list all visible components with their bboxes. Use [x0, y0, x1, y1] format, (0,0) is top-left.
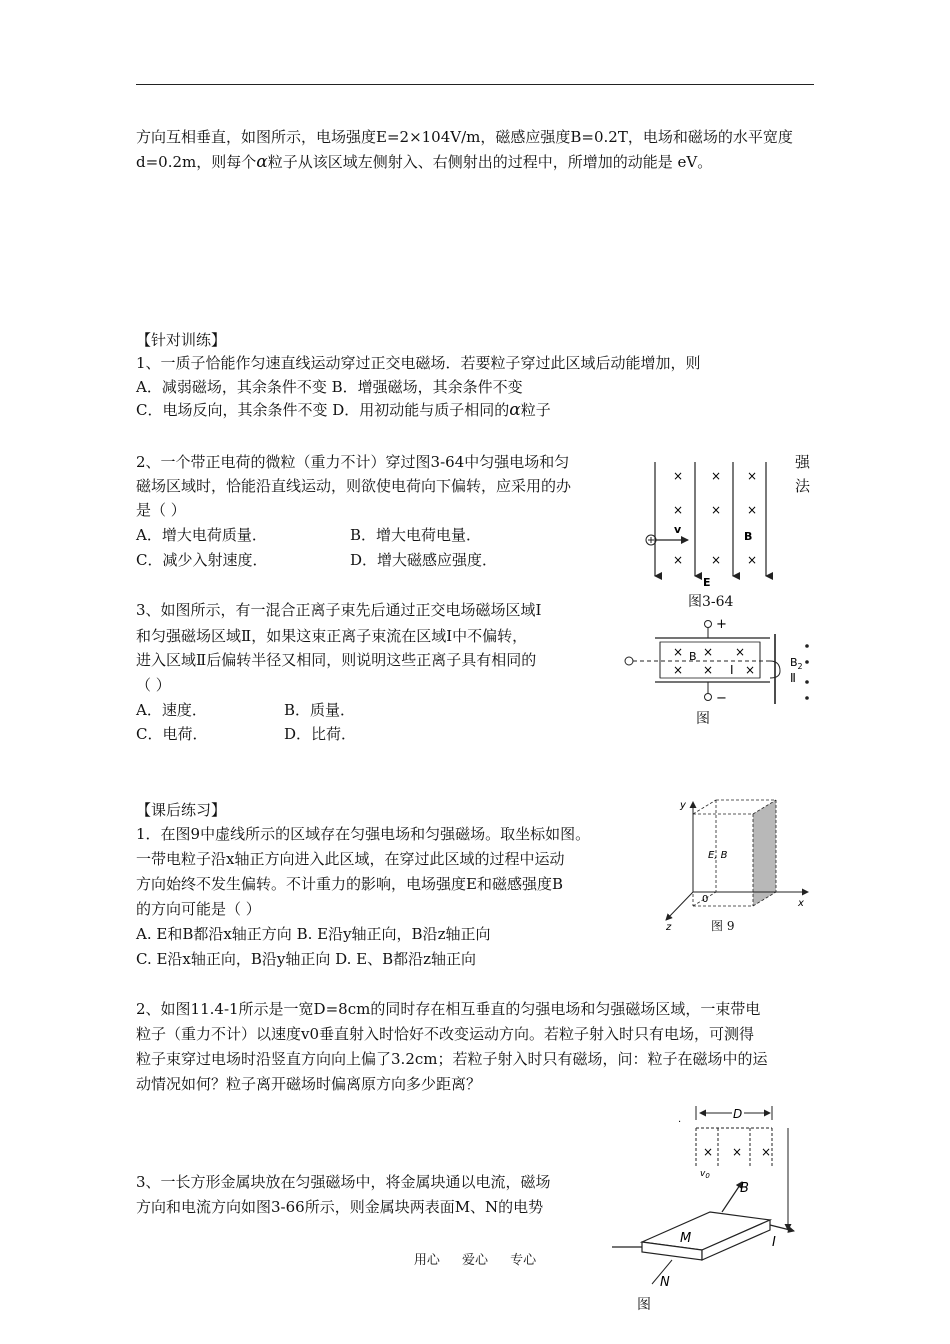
figure-3-66	[612, 1100, 812, 1300]
training-q3-option-a: A．速度．	[136, 701, 207, 719]
current-arrow	[770, 1225, 794, 1231]
training-q3-line-1: 3、如图所示，有一混合正离子束先后通过正交电场磁场区域Ⅰ	[136, 601, 542, 619]
intro-line-1: 方向互相垂直，如图所示，电场强度E=2×104V/m，磁感应强度B=0.2T，电场和磁场的水平宽度	[136, 128, 793, 146]
training-q2-line-2: 磁场区域时，恰能沿直线运动，则欲使电荷向下偏转，应采用的办	[136, 477, 572, 495]
training-q1-options-ab: A．减弱磁场，其余条件不变 B．增强磁场，其余条件不变	[136, 378, 523, 396]
training-q1-stem: 1、一质子恰能作匀速直线运动穿过正交电磁场．若要粒子穿过此区域后动能增加，则	[136, 354, 701, 372]
training-q2-line-1-tail: 强	[795, 453, 811, 471]
training-q2-option-b: B．增大电荷电量．	[350, 526, 482, 544]
alpha-symbol: α	[256, 152, 268, 172]
training-q2-option-c: C．减少入射速度．	[136, 551, 268, 569]
v0-label: $v_0$	[700, 1169, 710, 1180]
electric-field-label: E	[703, 576, 711, 588]
i-label: I	[772, 1235, 776, 1250]
cross-mark: ×	[703, 663, 714, 677]
training-q1-options-cd: C．电场反向，其余条件不变 D．用初动能与质子相同的α粒子	[136, 400, 551, 420]
cross-mark: ×	[711, 553, 722, 567]
cross-mark: ×	[761, 1145, 772, 1159]
cross-mark: ×	[673, 503, 684, 517]
homework-q2-line-1: 2、如图11.4-1所示是一宽D=8cm的同时存在相互垂直的匀强电场和匀强磁场区域，一束带电	[136, 1000, 761, 1018]
y-axis-label: y	[680, 800, 686, 811]
ion-source	[625, 657, 633, 665]
figure-ion-beam	[620, 616, 815, 708]
alpha-symbol: α	[509, 400, 521, 420]
figure-3-64	[640, 458, 775, 588]
cross-mark: ×	[673, 645, 684, 659]
training-q2-line-3: 是（ ）	[136, 501, 186, 519]
intro-line-2: d=0.2m，则每个α粒子从该区域左侧射入、右侧射出的过程中，所增加的动能是 eV。	[136, 152, 713, 172]
cross-mark: ×	[747, 553, 758, 567]
cross-mark: ×	[747, 469, 758, 483]
training-q3-option-b: B．质量．	[284, 701, 356, 719]
training-q3-option-c: C．电荷．	[136, 725, 208, 743]
region-2-label: Ⅱ	[790, 671, 796, 685]
cross-mark: ×	[735, 645, 746, 659]
header-rule	[136, 84, 814, 85]
homework-q1-line-3: 方向始终不发生偏转。不计重力的影响，电场强度E和磁感强度B	[136, 875, 563, 893]
training-q2-line-1: 2、一个带正电荷的微粒（重力不计）穿过图3-64中匀强电场和匀	[136, 453, 570, 471]
exit-face	[753, 800, 776, 906]
b2-label: $B_2$	[790, 656, 803, 671]
training-q3-option-d: D．比荷．	[284, 725, 357, 743]
field-label: E, B	[708, 850, 728, 861]
cross-mark: ×	[703, 645, 714, 659]
homework-q2-line-2: 粒子（重力不计）以速度v0垂直射入时恰好不改变运动方向。若粒子射入时只有电场，可测得	[136, 1025, 755, 1043]
m-label: M	[680, 1231, 692, 1246]
homework-heading: 【课后练习】	[136, 801, 227, 819]
homework-q1-line-2: 一带电粒子沿x轴正方向进入此区域，在穿过此区域的过程中运动	[136, 850, 565, 868]
cross-mark: ×	[711, 469, 722, 483]
dot-mark: .	[678, 1114, 682, 1125]
velocity-label: v	[674, 523, 682, 536]
training-q2-line-2-tail: 法	[795, 477, 811, 495]
training-heading: 【针对训练】	[136, 331, 227, 349]
training-q3-line-2: 和匀强磁场区域Ⅱ，如果这束正离子束流在区域Ⅰ中不偏转，	[136, 627, 528, 645]
origin-label: 0	[702, 894, 709, 905]
cross-mark: ×	[747, 503, 758, 517]
magnetic-field-label: B	[744, 530, 753, 543]
training-q2-option-d: D．增大磁感应强度．	[350, 551, 498, 569]
cross-mark: ×	[673, 553, 684, 567]
cross-mark: ×	[673, 469, 684, 483]
homework-q1-options-cd: C. E沿x轴正向，B沿y轴正向 D. E、B都沿z轴正向	[136, 950, 477, 968]
figure-9	[658, 796, 818, 934]
terminal-positive	[705, 621, 712, 628]
x-axis-label: x	[798, 898, 804, 909]
training-q2-option-a: A．增大电荷质量．	[136, 526, 267, 544]
width-label: D	[733, 1107, 743, 1121]
homework-q3-line-2: 方向和电流方向如图3-66所示，则金属块两表面M、N的电势	[136, 1198, 544, 1216]
page-footer: 用心 爱心 专心	[413, 1253, 537, 1268]
z-axis-label: z	[666, 922, 672, 933]
z-axis	[666, 892, 693, 920]
homework-q3-line-1: 3、一长方形金属块放在匀强磁场中，将金属块通以电流，磁场	[136, 1173, 551, 1191]
homework-q1-line-1: 1．在图9中虚线所示的区域存在匀强电场和匀强磁场。取坐标如图。	[136, 825, 591, 843]
homework-q1-line-4: 的方向可能是（ ）	[136, 900, 261, 918]
cross-mark: ×	[711, 503, 722, 517]
cross-mark: ×	[673, 663, 684, 677]
homework-q1-options-ab: A. E和B都沿x轴正方向 B. E沿y轴正向，B沿z轴正向	[136, 925, 491, 943]
cross-mark: ×	[703, 1145, 714, 1159]
region-1-label: Ⅰ	[730, 663, 734, 677]
training-q3-line-3: 进入区域Ⅱ后偏转半径又相同，则说明这些正离子具有相同的	[136, 651, 537, 669]
figure-ion-beam-caption: 图	[696, 711, 710, 727]
b1-label: B	[689, 650, 697, 663]
figure-9-caption: 图 9	[711, 919, 735, 933]
homework-q2-line-3: 粒子束穿过电场时沿竖直方向向上偏了3.2cm；若粒子射入时只有磁场，问：粒子在磁场中的运	[136, 1050, 768, 1068]
minus-label: −	[716, 691, 727, 706]
b-field-arrow	[722, 1182, 742, 1212]
figure-3-64-caption: 图3-64	[688, 594, 734, 610]
plus-label: +	[716, 617, 727, 632]
figure-3-66-caption: 图	[637, 1297, 651, 1313]
homework-q2-line-4: 动情况如何？粒子离开磁场时偏离原方向多少距离？	[136, 1075, 482, 1093]
b-label: B	[740, 1181, 749, 1196]
terminal-negative	[705, 694, 712, 701]
cross-mark: ×	[745, 663, 756, 677]
n-label: N	[660, 1275, 670, 1290]
cross-mark: ×	[732, 1145, 743, 1159]
training-q3-line-4: （ ）	[136, 676, 171, 694]
